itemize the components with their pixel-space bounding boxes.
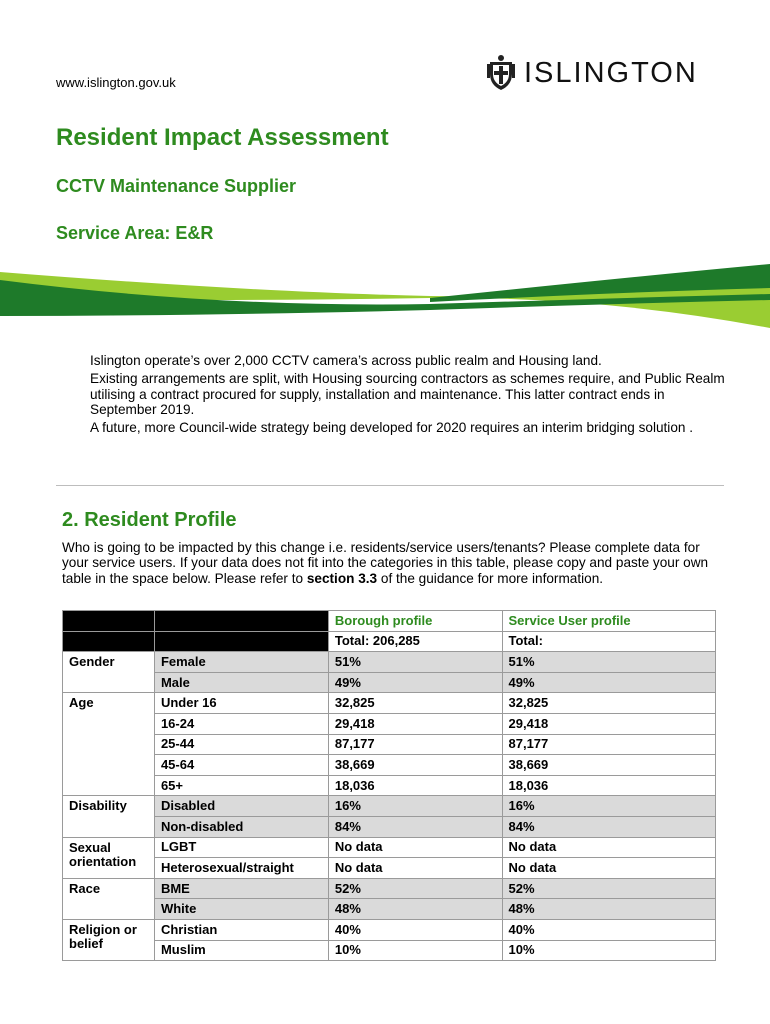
table-row	[63, 899, 716, 920]
section-divider	[56, 485, 724, 486]
borough-value: No data	[328, 837, 502, 858]
row-label: 25-44	[154, 734, 328, 755]
borough-value: 84%	[328, 816, 502, 837]
borough-value: 87,177	[328, 734, 502, 755]
section-reference: section 3.3	[306, 570, 378, 586]
row-label: BME	[154, 878, 328, 899]
council-crest-icon	[486, 54, 516, 92]
table-row	[63, 734, 716, 755]
service-user-value: 32,825	[502, 693, 716, 714]
table-row	[63, 693, 716, 714]
header-blank-cell	[154, 611, 328, 632]
row-label: 16-24	[154, 713, 328, 734]
service-user-value: 49%	[502, 672, 716, 693]
category-age: Age	[63, 693, 155, 796]
row-label: Christian	[154, 919, 328, 940]
service-user-value: 40%	[502, 919, 716, 940]
borough-value: 16%	[328, 796, 502, 817]
table-row	[63, 755, 716, 776]
intro-paragraph: Islington operate’s over 2,000 CCTV camera’s across public realm and Housing land.	[90, 353, 602, 368]
category-disability: Disability	[63, 796, 155, 837]
service-user-value: 29,418	[502, 713, 716, 734]
table-row	[63, 837, 716, 858]
service-user-value: 84%	[502, 816, 716, 837]
table-row	[63, 940, 716, 961]
service-user-value: 10%	[502, 940, 716, 961]
row-label: Non-disabled	[154, 816, 328, 837]
row-label: Muslim	[154, 940, 328, 961]
borough-value: 48%	[328, 899, 502, 920]
service-user-value: 18,036	[502, 775, 716, 796]
column-header-borough: Borough profile	[328, 611, 502, 632]
row-label: Disabled	[154, 796, 328, 817]
borough-value: 38,669	[328, 755, 502, 776]
header-blank-cell	[63, 631, 155, 652]
decorative-swoosh	[0, 258, 770, 338]
table-total-row	[63, 631, 716, 652]
row-label: 45-64	[154, 755, 328, 776]
service-user-value: 16%	[502, 796, 716, 817]
category-gender: Gender	[63, 652, 155, 693]
borough-total: Total: 206,285	[328, 631, 502, 652]
resident-profile-table	[62, 610, 716, 961]
section-description: Who is going to be impacted by this change i.e. residents/service users/tenants? Please complete data for your service users. If your data does not fit into the categories in this table, please copy and paste your own table in the space below. Please refer to section 3.3 of the guidance for more information.	[62, 540, 709, 586]
islington-logo	[486, 54, 698, 92]
borough-value: 52%	[328, 878, 502, 899]
page-subtitle: CCTV Maintenance Supplier	[56, 176, 297, 196]
service-user-total: Total:	[502, 631, 716, 652]
table-row	[63, 858, 716, 879]
borough-value: 40%	[328, 919, 502, 940]
header-blank-cell	[63, 611, 155, 632]
table-row	[63, 796, 716, 817]
borough-value: 49%	[328, 672, 502, 693]
service-user-value: 52%	[502, 878, 716, 899]
category-sexual-orientation: Sexual orientation	[63, 837, 155, 878]
row-label: Male	[154, 672, 328, 693]
row-label: Female	[154, 652, 328, 673]
row-label: White	[154, 899, 328, 920]
table-row	[63, 816, 716, 837]
row-label: 65+	[154, 775, 328, 796]
borough-value: No data	[328, 858, 502, 879]
row-label: LGBT	[154, 837, 328, 858]
table-row	[63, 919, 716, 940]
borough-value: 18,036	[328, 775, 502, 796]
borough-value: 32,825	[328, 693, 502, 714]
table-header-row	[63, 611, 716, 632]
intro-paragraph: Existing arrangements are split, with Housing sourcing contractors as schemes require, and Public Realm utilising a contract procured for supply, installation and maintenance. This latter contract ends in September 2019.	[90, 371, 725, 417]
logo-wordmark: ISLINGTON	[524, 56, 698, 89]
service-user-value: 38,669	[502, 755, 716, 776]
row-label: Heterosexual/straight	[154, 858, 328, 879]
service-user-value: No data	[502, 858, 716, 879]
row-label: Under 16	[154, 693, 328, 714]
category-religion: Religion or belief	[63, 919, 155, 960]
intro-paragraph: A future, more Council-wide strategy being developed for 2020 requires an interim bridging solution .	[90, 420, 693, 436]
service-user-value: 51%	[502, 652, 716, 673]
table-row	[63, 878, 716, 899]
table-row	[63, 713, 716, 734]
borough-value: 10%	[328, 940, 502, 961]
borough-value: 51%	[328, 652, 502, 673]
page-title: Resident Impact Assessment	[56, 124, 389, 151]
category-race: Race	[63, 878, 155, 919]
table-row	[63, 775, 716, 796]
service-user-value: 48%	[502, 899, 716, 920]
section-heading: 2. Resident Profile	[62, 509, 237, 531]
intro-text	[90, 353, 730, 438]
column-header-service-user: Service User profile	[502, 611, 716, 632]
table-row	[63, 672, 716, 693]
website-url: www.islington.gov.uk	[56, 75, 176, 90]
service-user-value: No data	[502, 837, 716, 858]
service-user-value: 87,177	[502, 734, 716, 755]
borough-value: 29,418	[328, 713, 502, 734]
service-area: Service Area: E&R	[56, 223, 214, 243]
header-blank-cell	[154, 631, 328, 652]
table-row	[63, 652, 716, 673]
